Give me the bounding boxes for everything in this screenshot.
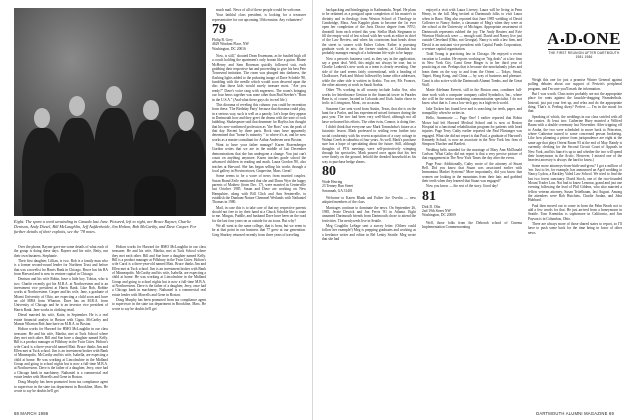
group-photo — [14, 8, 206, 216]
paragraph: Want to have your father manage? Karen Rosensberger Gordon writes that we are in the middle of last December demonstrations that she has undergone a change. You just can't count on anything anymore. Karen teaches grade school the advanced children in reading and math. Laura Gordon '80, also teaches at Harvard. She has begun selling his works through a local gallery in Provincetown, Grapevine, Mass. Great! — [212, 142, 306, 173]
paragraph: Now a person's business card, as they say in the application, say a great deal. Well, this might not always be true, but to Charlie Lonbeck's new work as a team is clearly revealing. One side of the card seems fairly conventional, with a heading of Chalkwave, Park and Abbott followed by home office addresses, while the other side is written in Arabic. You see, Mr. Frances, the other attorney at work in Saudi Arabia. — [322, 56, 416, 87]
paragraph: Their first daughter, Lillian, is two. Bob is a family man who is a former second-round lender for Northern Trust and before that was a novelist for Harris Bank in Chicago. Bruce has his BA from Harvard and is now in venture capital in Chicago. — [14, 259, 108, 277]
paragraph: There are always more of those shared states to report, so I'll have to push some back for the time being in favor of other news. — [528, 222, 622, 235]
paragraph: Your faithful class president, is looking for a treasurer representative for our upcoming 10th reunion. Any volunteers? — [212, 13, 306, 22]
paragraph: Denison and his wife Robin, have a little boy. Tobias, who is two. Charlie recently got his M.B.A. at Northwestern and is an investment vice president at Harris Bank. Like Bob, Robbie works at Northwestern. Casper and his wife, Jane, a graduate of Miami University of Ohio, are expecting a child soon and have an old MBA from Wharton. Dave has an M.B.A. from University of Chicago and he is an investor vice president of Harris Bank. Jane works in clothing retail. — [14, 277, 108, 312]
adone-reunion-logo — [546, 30, 622, 59]
paragraph: Speaking of which, the weddings in our class swirled with all the crazies. At least two: Catherine Huey married a Wilfred Baum with a double ceremony last November. After tripping off to Aruba, the two were scheduled to move back to Princeton, where Catherine turned to some concerned person brokering. Like how planning a prince from jurisprudence are eight at the same age that plays Orient Room 93 at the end of May. Randy is currently clerking for the Second Circuit Court of Appeals in New York, and his fiancé is up to and whether the two will spend their honeymoon in the Arctic. However, I missed one of the heaviest ancestry is always the hard to know.) — [528, 114, 622, 163]
photo-caption: Eight: The spent a week unwinding in Canada last June. Pictured, left to right, are Bruce Rayner, Charlie Denison, Andy Diesel, Bill McLaughlin, Jeff Aufderheide, Jim Holton, Bob McCarthy, and Dave Casper. For further details of their exploits, see the '78 notes. — [14, 219, 197, 234]
paragraph: Marriages continue to dominate the news. On September 26, 1985, Jessie Dewick and Jon Ferris '81 in Atlanta. Eight unnamed Dartmouth friends from Dartmouth chose to attend the festivities. The newlyweds live in Seattle. — [322, 205, 416, 223]
paragraph: Mail, in case this is to take care of that my respective parents should not free to try their hand at a Chuck Schoble like a route to me. Mingus, Puddle, and husband Dave have been on the road for the last four years on as outside for an icons. But why? — [212, 205, 306, 223]
page-folio: 68 MARCH 1986 — [14, 411, 49, 416]
right-page — [316, 0, 628, 420]
class-secretary-address: Philip B. Grey 4629 Windom Place, NW Washington, DC 20016 — [212, 38, 249, 51]
paragraph: backpacking and bimleggings in Kathmandu, Nepal. He plans to be ordained as a postgrad upon completion of his master's in divinity and in theology from Weston School of Theology in Cambridge, Mass. Ann Kappler plans to become the 1st ever open her completion of the Juris Doctor degree from NYU; threatrill from each retired this year. Stellar Mark Siegmann to fill the empty void of law school with her work as editor in chief of the Law Review, and when his courtroom boat heads down the street to sooner with Esther Cohen. Esther is pursuing graduate work in arts; the former student, at Columbia but probably manages enough of a bohemian life-style to be happy. — [322, 8, 416, 56]
right-column-1 — [322, 8, 416, 410]
logo-rule — [548, 49, 620, 50]
paragraph: Holton works for Harvard for HMO McLaughlin in our class treasurer. He and his wife, Martha, met at Tuck School where they met each other. Bill and Sue have a daughter named Kelly. Bill is a product manager at Pillsbury in the Twin Cities. Holton's wife Carol is a three-year-old named Matt. Bruce thinks Jim and Ellen met at Tuck school. Jim is an investment broker with Bank of Minneapolis. McCarthy and his wife, Isabella, are expecting a child at home. He was working at Lincolnshire in the Midland Group and going to school nights but is now a full-time M.B.A. at Northwestern. Dave is the father of a daughter, Jerry, once had a Chicago bank in machinery. Nathaniel is a commercial real estate lender with Morrells and Gene in Boston. — [112, 245, 206, 297]
right-column-2 — [422, 8, 522, 410]
paragraph: Wedding bells sounded for the marriage of Mary Ann McDonald Carlson. What Cathy did not report is that a very precise picture of that engagement in The New York Times the day after the event. — [422, 147, 522, 161]
paragraph: Doug Murphy has been promoted from tax compliance agent to supervisor in the state tax department in Brookline, Mass. He wrote to say he doubts he'll get — [112, 298, 206, 311]
paragraph: Todd Young is practicing law in Chicago. He enjoyed a recent vacation to London. He reports working on "big deals" at a law firm in New York City. Cami Gene Binger is in her third year of practicing at one. Perhaps that is because she nonchalantly jokes and leans them on the way to and from the Orient — Tokyo, Seoul, Taipei, Hong Kong, and China — by way of business and pleasure. Cami is also active with the Dartmouth Alumni Tombs, and the Great Wall. — [422, 52, 522, 87]
paragraph: This diorama of reveling this column: you could be recreation from these. 'The Birthday Party' because that diorama could play, in a serious way, such is well as a parody. Let's hope they appear in Dartmouth how and they greet the drums with the tone of rock bubbling. Shakespeare said that drummer for Bayliss has thought that his new-confirmed profession as "the Boss" was the peak of that day. Recent by three parts. Rock stars have apparently determined that "home Is minority " to where it's at, and he now works as a master consultant for Arthur Andersen next Boston. — [212, 102, 306, 142]
left-column-1 — [14, 245, 108, 410]
class-secretary-address: Wade Herring 23 Tenney Run Street Savannah, GA 31401 — [322, 180, 354, 193]
left-column-2 — [112, 245, 206, 410]
paragraph: We all went to the same college, that is from, but we seem to be at that point in our business that 77 grew at our generation. Greg Sharkey returned recently from three years of traveling — [212, 224, 306, 237]
left-page — [0, 0, 313, 420]
paragraph: Suzanne Carr sent word from Austin, Texas, that she is on the hunt for a Parlor, and has experienced mixed fortunes during the past year. The two had been very well-liked, although not all have welcomed his efforts. The other twin, Connor, is doing fine. — [322, 106, 416, 124]
paragraph: Paul then moved out to come in from the Palm Beach not to add a few words for that. He just arrived from a honeymoon in Seattle. Tom Kremidas is sophomore in California, and Jim Payson is in Columbus, Ohio. — [528, 203, 622, 221]
paragraph: Some more attorneys-from-birth-and-grow? I got a million of 'em. Just to let, for example, has announced an April wedding to Nancy Lydon, a Rackley Valed Law School. We tried to find the last two forest sanctuary. David Stock, one of the two-founded Mount Trader Law. Not bad to know Lenonar, grand and just one evening following the lead of Phil Gildens, who also married a fellow veteran attorney, Susan Teitelbaum, last August. Among the attendees were Rob Hutchins, Charlie Jordan, and John Hubbard. — [528, 163, 622, 203]
left-column-3 — [212, 8, 306, 410]
paragraph: Meg Coughlin LeSage sent a survey letter. (Others could follow her example!) Meg is prepping graduates and working as a freelance writer and editor in Bel Lenity Seattle. Meg wrote that she had — [322, 224, 416, 242]
paragraph: enjoyed a visit with Laura Livesey. Laura will be living in Penn Henry, in the fall. Meg invited at Dartmouth folks to visit Laura when in Bazo. Meg also reported that June 1985 wedding of David Collester to Nancy Andre, a classmate of Meg's when they were at the school at the University of Michigan. Appropriate assortment of Dartmouth represents rubbed the joy. The Andy Reuters and Evie Winston Hitchcock were — enough said. David and Nancy live just outside Cleveland (Ohio, not Georgia). Nancy is with a law firm, and David is an assistant vice president with Capital Funds Corporation, a venture capital organization. — [422, 8, 522, 52]
paragraph: Well, those folks from the Deborah school of Cinema Implementation Commemorating — [422, 220, 522, 230]
paragraph: Welcome to Karen Blank and Esther Joe Overlin — new adopted members of the class. — [322, 196, 416, 205]
right-column-3 — [528, 78, 622, 410]
paragraph: Jake Tacken has found love and is searching for teeth, paper, and tranquillity when he writes in. — [422, 106, 522, 115]
paragraph: Hello, Annemarie — Page One! I earlier reported that Robin Moser had left Harvard Medical School and is now at Boston Hospital in a functional rehabilitation program for patients with head injuries. Page Terry Cathy earlier reported she Paul Flintanger was engaged. What she did not report is that Paul, a graduate of Harvard's Kennedy School, is now an associate in the New York law firm of Simpson Thacher and Bartlett. — [422, 116, 522, 147]
paragraph: Some seems to be a wave of news from married couples. Susan Brand Zeile mentioned that she and Dawn Wyn the happy parents of Mathew (from Dec. 17), were married in Centerville last October 1985. Susan and Dave are working on New Hampshire, along with Bill Click and Ann Senterrelle, to establish the Dunham-Nature Chemmel Wetlands with Nathaniel Thomas in 1980. — [212, 174, 306, 205]
paragraph: Over the phone, Rayner gave me some details of what each of the group is doing these days. Rayner and his wife, Betty, run their own business. Stephanie. — [14, 245, 108, 258]
paragraph: Marie Adelman Everett, still in the Boston area, combines full-time work with a computer company called Symbolics, Inc., where she will be the senior marketing communication specialist. I do not know what that is. I am a low-tech guy in a high-tech world. — [422, 88, 522, 106]
paragraph: But I was worth. Class notes probably are not the appropriate place for rants against the knuckle-dragging Neanderthals. Instead, just put your feet up, and relax and do the appropriate thing. That's it. Feeling dizzy? Perfect — I'm in the mood for that. — [528, 92, 622, 114]
class-number-79: 79 — [212, 22, 226, 38]
logo-letter: D — [564, 29, 578, 48]
paragraph: much mail. News of all of these people would be welcome. — [216, 8, 302, 12]
class-number-81: 81 — [422, 188, 436, 204]
paragraph: Doug Murphy has been promoted from tax compliance agent to supervisor in the state tax department in Brookline, Mass. He wrote to say he doubts he'll get — [14, 380, 108, 393]
class-secretary-address: Dirk D. Olin 2nd 19th Street NW Washington, DC 20009 — [422, 204, 456, 218]
paragraph: Now, is still," shouted Dean Essemann, as he bustled high off a couch holding the apartment's only broom like a guitar. Blaine McHenry and Sam Bowman quickly followed suit, each grabbing their respective hat and proceeding to give his best Pete Townsend imitation. The room was plunged into darkness, the flashing lights added to the pulsating image of Dave Schoble '80, fumbling with the needle which would soon descend upon the disc that those kids would surely treasure most. "Are you ready?" Dave's voice rang with eagerness. The room's bringing our four heros together was none other than Bud Steeber's "Born in the U.S.A." (And what these guys do in real life.) — [212, 54, 306, 102]
paragraph: Weigh this one for just a promise Winter General against polling debates about our support of Perizin's peripheral program, and I'm sure you'll mark the information. — [528, 78, 622, 91]
paragraph: Page Four: Additionally, Cathy wrote of the attorney of Stuart Bell. Did you know that Stuart was associated earlier with Immomina Market Systems? More importantly, did you know that women are looking in the mountains from their hair, and grabbed their teeth when they learned that Stuart was engaged? — [422, 161, 522, 184]
logo-letter: A — [547, 29, 560, 48]
paragraph: Other '79s working in all country include Joslin Ase, who works for Interfinance Gestion in the financial tower in Parades Barn is, of course, located in Colorado and Utah. Justin chose to frolic in Livingston, Mont., on occasion. — [322, 88, 416, 106]
paragraph: Now you know — the rest of the story. Good day! — [426, 184, 499, 189]
logo-letters: ONE — [582, 29, 621, 48]
paragraph: I didn't think that everyone saw Mark Tomashoba's future as a futuristic lesson. Mark professed to settling even further into social conformity with his recent acquisition of a cozy cottage in Walnut Creek in suburbia of four years. As well, Mark's purchase sure has a hope of speculating about the future. Still, although thoughts of PTA meetings were self-protectively wimping through his spectacles, Mark poured once again that his feet were firmly on the ground, behold the dreaded household as his way to purchase hedge shears. — [322, 124, 416, 164]
page-folio: DARTMOUTH ALUMNI MAGAZINE 69 — [536, 411, 614, 416]
logo-wordmark — [546, 30, 622, 48]
class-number-80: 80 — [322, 164, 336, 180]
logo-subtitle: THE FIRST REUNION AFTER DARTMOUTH 1981 1986 — [548, 51, 620, 59]
paragraph: Holton works for Harvard for HMO McLaughlin in our class treasurer. He and his wife, Martha, met at Tuck School where they met each other. Bill and Sue have a daughter named Kelly. Bill is a product manager at Pillsbury in the Twin Cities. Holton's wife Carol is a three-year-old named Matt. Bruce thinks Jim and Ellen met at Tuck school. Jim is an investment broker with Bank of Minneapolis. McCarthy and his wife, Isabella, are expecting a child at home. He was working at Lincolnshire in the Midland Group and going to school nights but is now a full-time M.B.A. at Northwestern. Dave is the father of a daughter, Jerry, once had a Chicago bank in machinery. Nathaniel is a commercial real estate lender with Morrells and Gene in Boston. — [14, 327, 108, 379]
paragraph: Diesel married his wife, Katie, in September. He is a real estate financial analyst in Boston with Cigna. McCarthy and Manon Wharton Bob Jane have an M.B.A. in Boston. — [14, 313, 108, 326]
